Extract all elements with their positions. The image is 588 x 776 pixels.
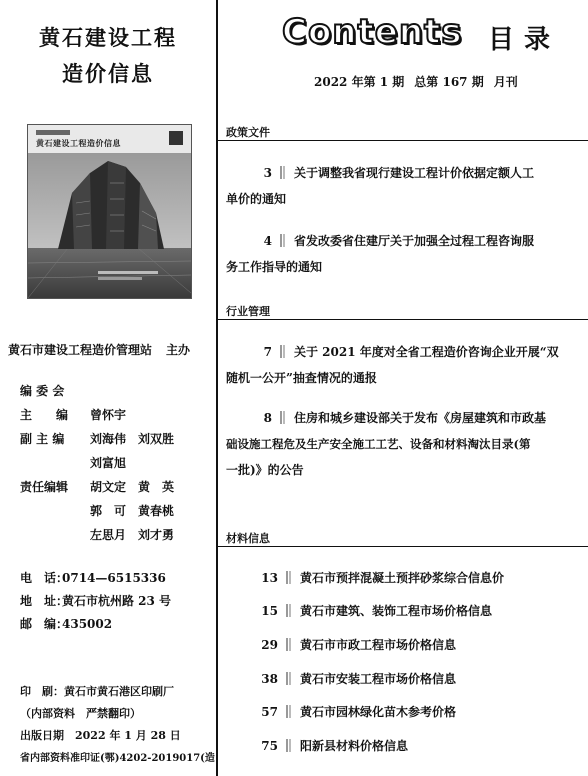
sponsor-org: 黄石市建设工程造价管理站 [8, 343, 153, 357]
entry-marker-icon [280, 345, 286, 358]
section-heading: 行业管理 [226, 305, 270, 318]
entry-marker-icon [286, 604, 292, 617]
contact-phone: 电 话：0714—6515336 [20, 571, 166, 585]
entry-marker-icon [280, 411, 286, 424]
editorial-board-heading: 编 委 会 [20, 384, 65, 398]
magazine-title-line1: 黄石建设工程 [39, 25, 177, 50]
toc-entry[interactable]: 4 省发改委省住建厅关于加强全过程工程咨询服 务工作指导的通知 [218, 228, 580, 280]
publish-date: 出版日期 2022 年 1 月 28 日 [20, 729, 181, 742]
entry-marker-icon [280, 234, 286, 247]
toc-page-number: 75 [261, 739, 278, 753]
issue-frequency: 月刊 [493, 75, 518, 89]
toc-entry[interactable]: 8 住房和城乡建设部关于发布《房屋建筑和市政基 础设施工程危及生产安全施工工艺、设备和材料淘汰目录(第 一批)》的公告 [218, 405, 580, 483]
toc-entry[interactable]: 15 黄石市建筑、装饰工程市场价格信息 [218, 598, 580, 624]
section-rule [218, 319, 588, 320]
contact-postcode: 邮 编：435002 [20, 617, 113, 631]
contact-address: 地 址：黄石市杭州路 23 号 [20, 594, 172, 608]
cover-building-photo [28, 153, 191, 298]
magazine-title-line2: 造价信息 [62, 61, 154, 86]
cover-logo-icon [169, 131, 183, 145]
contents-column [218, 0, 588, 776]
sponsor-role: 主办 [166, 343, 191, 357]
toc-entry[interactable]: 13 黄石市预拌混凝土预拌砂浆综合信息价 [218, 565, 580, 591]
cover-thumbnail [27, 124, 192, 299]
section-rule [218, 140, 588, 141]
mulu-heading: 目录 [488, 25, 561, 55]
cover-publication-name: 黄石建设工程造价信息 [36, 139, 121, 148]
toc-page-number: 3 [263, 166, 272, 180]
toc-page-number: 15 [261, 604, 278, 618]
toc-page-number: 8 [263, 411, 272, 425]
toc-page-number: 57 [261, 705, 278, 719]
toc-page-number: 13 [261, 571, 278, 585]
toc-page-number: 29 [261, 638, 278, 652]
toc-entry[interactable]: 57 黄石市园林绿化苗木参考价格 [218, 699, 580, 725]
issue-info [314, 73, 528, 90]
sponsor-line [8, 341, 190, 358]
entry-marker-icon [286, 739, 292, 752]
toc-page-number: 38 [261, 672, 278, 686]
toc-page-number: 7 [263, 345, 272, 359]
entry-marker-icon [286, 638, 292, 651]
toc-entry[interactable]: 29 黄石市市政工程市场价格信息 [218, 632, 580, 658]
toc-page-number: 4 [263, 234, 272, 248]
entry-marker-icon [286, 705, 292, 718]
toc-entry[interactable]: 7 关于 2021 年度对全省工程造价咨询企业开展“双 随机一公开”抽查情况的通报 [218, 339, 580, 391]
issue-year-number: 2022 年第 1 期 [314, 75, 405, 89]
permit-number: 省内部资料准印证(鄂)4202-2019017(造 [20, 753, 215, 764]
internal-notice: （内部资料 严禁翻印） [20, 707, 141, 720]
contents-heading: Contents [282, 12, 463, 52]
toc-entry[interactable]: 75 阳新县材料价格信息 [218, 733, 580, 759]
entry-marker-icon [280, 166, 286, 179]
section-heading: 政策文件 [226, 126, 270, 139]
issue-total-number: 总第 167 期 [414, 75, 484, 89]
toc-entry[interactable]: 38 黄石市安装工程市场价格信息 [218, 666, 580, 692]
section-heading: 材料信息 [226, 532, 270, 545]
entry-marker-icon [286, 672, 292, 685]
printer-line: 印 刷：黄石市黄石港区印刷厂 [20, 685, 174, 698]
masthead-column: 黄石建设工程 造价信息 黄石建设工程造价信息 黄石市建设工程造价管理站 主办 编 委 会 主 编 曾怀宇 副 主 编 刘海伟 刘双胜 刘富旭 责任编辑 胡文定 黄 英 郭 可 黄春桃 左思月 刘才勇 电 话：0714—6515336 地 址：黄石市杭州路 23 号 邮 编：435002 印 刷：黄石市黄石港区印刷厂 （内部资料 严禁翻印） 出版日期 2022 年 1 月 28 日 省内部资料准印证(鄂)4202-2019017(造 [0, 0, 216, 776]
entry-marker-icon [286, 571, 292, 584]
section-rule [218, 546, 588, 547]
toc-entry[interactable]: 3 关于调整我省现行建设工程计价依据定额人工 单价的通知 [218, 160, 580, 212]
